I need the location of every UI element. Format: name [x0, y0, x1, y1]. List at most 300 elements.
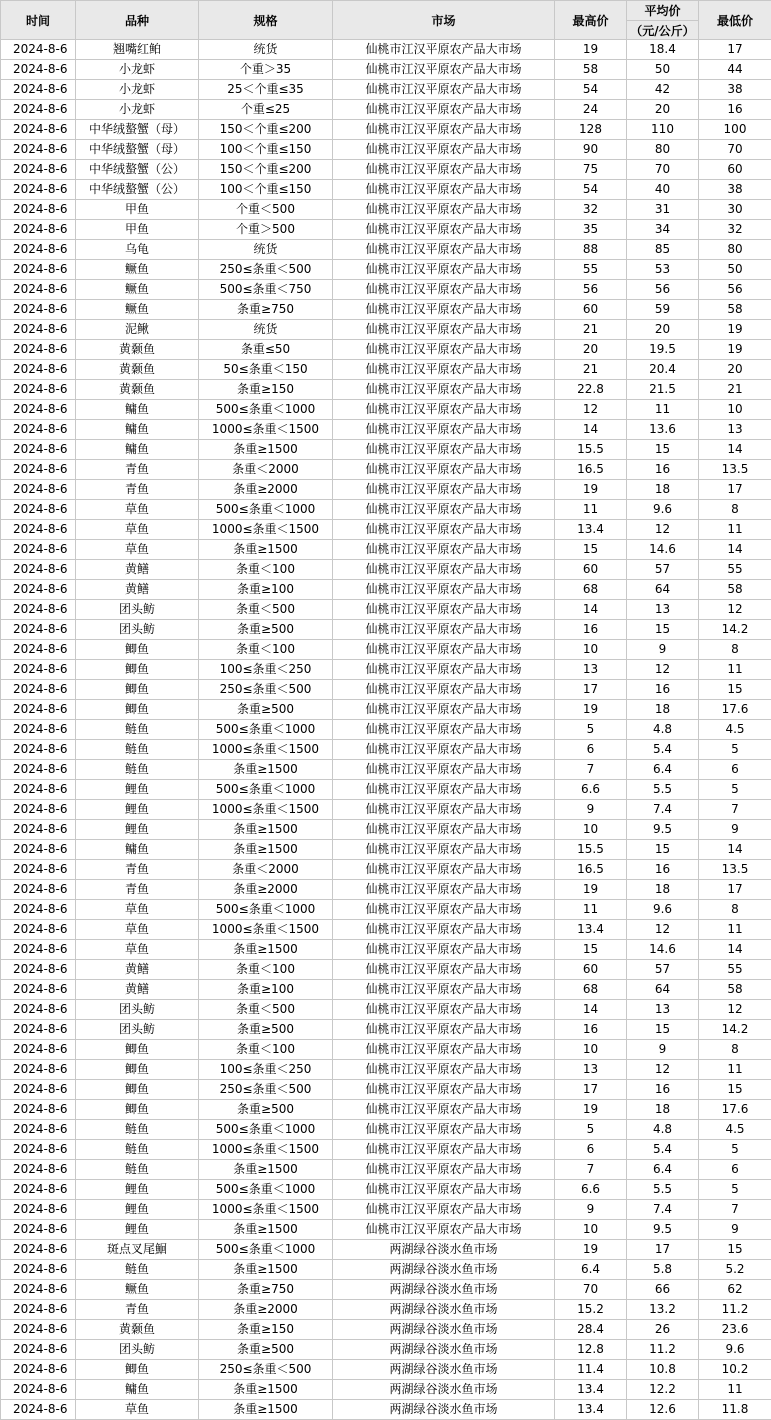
- avg-price-cell: 5.8: [627, 1260, 699, 1280]
- spec-cell: 500≤条重＜750: [199, 280, 333, 300]
- variety-cell: 黄颡鱼: [76, 340, 199, 360]
- date-cell: 2024-8-6: [1, 1120, 76, 1140]
- date-cell: 2024-8-6: [1, 680, 76, 700]
- avg-price-cell: 16: [627, 860, 699, 880]
- header-price-unit: （元/公斤）: [627, 21, 699, 40]
- table-row: [1, 240, 771, 260]
- high-price-cell: 6: [555, 1140, 627, 1160]
- date-cell: 2024-8-6: [1, 820, 76, 840]
- spec-cell: 条重≥500: [199, 1020, 333, 1040]
- market-cell: 两湖绿谷淡水鱼市场: [333, 1380, 555, 1400]
- low-price-cell: 11: [699, 1380, 771, 1400]
- market-cell: 仙桃市江汉平原农产品大市场: [333, 1160, 555, 1180]
- low-price-cell: 62: [699, 1280, 771, 1300]
- table-row: [1, 120, 771, 140]
- date-cell: 2024-8-6: [1, 700, 76, 720]
- table-row: [1, 1140, 771, 1160]
- high-price-cell: 17: [555, 1080, 627, 1100]
- high-price-cell: 55: [555, 260, 627, 280]
- market-cell: 仙桃市江汉平原农产品大市场: [333, 100, 555, 120]
- variety-cell: 鳙鱼: [76, 400, 199, 420]
- variety-cell: 青鱼: [76, 860, 199, 880]
- market-cell: 仙桃市江汉平原农产品大市场: [333, 800, 555, 820]
- avg-price-cell: 110: [627, 120, 699, 140]
- avg-price-cell: 13.6: [627, 420, 699, 440]
- avg-price-cell: 26: [627, 1320, 699, 1340]
- avg-price-cell: 18: [627, 1100, 699, 1120]
- date-cell: 2024-8-6: [1, 600, 76, 620]
- market-cell: 仙桃市江汉平原农产品大市场: [333, 1000, 555, 1020]
- high-price-cell: 7: [555, 1160, 627, 1180]
- date-cell: 2024-8-6: [1, 500, 76, 520]
- avg-price-cell: 5.5: [627, 1180, 699, 1200]
- table-row: [1, 1120, 771, 1140]
- spec-cell: 500≤条重＜1000: [199, 720, 333, 740]
- variety-cell: 泥鳅: [76, 320, 199, 340]
- low-price-cell: 8: [699, 640, 771, 660]
- low-price-cell: 60: [699, 160, 771, 180]
- spec-cell: 条重≥750: [199, 1280, 333, 1300]
- spec-cell: 100＜个重≤150: [199, 140, 333, 160]
- avg-price-cell: 12: [627, 520, 699, 540]
- avg-price-cell: 9: [627, 1040, 699, 1060]
- low-price-cell: 9: [699, 820, 771, 840]
- high-price-cell: 15.5: [555, 840, 627, 860]
- high-price-cell: 54: [555, 80, 627, 100]
- low-price-cell: 38: [699, 80, 771, 100]
- table-row: [1, 160, 771, 180]
- market-cell: 仙桃市江汉平原农产品大市场: [333, 860, 555, 880]
- spec-cell: 条重≥1500: [199, 1400, 333, 1420]
- high-price-cell: 68: [555, 580, 627, 600]
- avg-price-cell: 80: [627, 140, 699, 160]
- spec-cell: 统货: [199, 40, 333, 60]
- market-cell: 仙桃市江汉平原农产品大市场: [333, 760, 555, 780]
- table-row: [1, 700, 771, 720]
- high-price-cell: 21: [555, 320, 627, 340]
- avg-price-cell: 13.2: [627, 1300, 699, 1320]
- low-price-cell: 17: [699, 480, 771, 500]
- high-price-cell: 19: [555, 1240, 627, 1260]
- high-price-cell: 9: [555, 800, 627, 820]
- low-price-cell: 10: [699, 400, 771, 420]
- variety-cell: 鲫鱼: [76, 700, 199, 720]
- header-spec: 规格: [199, 1, 333, 40]
- low-price-cell: 14: [699, 540, 771, 560]
- spec-cell: 条重≥150: [199, 1320, 333, 1340]
- header-low-price: 最低价: [699, 1, 771, 40]
- date-cell: 2024-8-6: [1, 60, 76, 80]
- market-cell: 仙桃市江汉平原农产品大市场: [333, 40, 555, 60]
- date-cell: 2024-8-6: [1, 980, 76, 1000]
- avg-price-cell: 9: [627, 640, 699, 660]
- date-cell: 2024-8-6: [1, 1080, 76, 1100]
- date-cell: 2024-8-6: [1, 1260, 76, 1280]
- high-price-cell: 88: [555, 240, 627, 260]
- market-cell: 仙桃市江汉平原农产品大市场: [333, 260, 555, 280]
- low-price-cell: 19: [699, 320, 771, 340]
- date-cell: 2024-8-6: [1, 360, 76, 380]
- variety-cell: 翘嘴红鲌: [76, 40, 199, 60]
- spec-cell: 25＜个重≤35: [199, 80, 333, 100]
- table-body: [1, 40, 771, 1420]
- avg-price-cell: 14.6: [627, 540, 699, 560]
- low-price-cell: 56: [699, 280, 771, 300]
- date-cell: 2024-8-6: [1, 480, 76, 500]
- avg-price-cell: 12.2: [627, 1380, 699, 1400]
- avg-price-cell: 12: [627, 920, 699, 940]
- date-cell: 2024-8-6: [1, 1280, 76, 1300]
- avg-price-cell: 4.8: [627, 1120, 699, 1140]
- market-cell: 仙桃市江汉平原农产品大市场: [333, 400, 555, 420]
- high-price-cell: 7: [555, 760, 627, 780]
- table-row: [1, 1040, 771, 1060]
- date-cell: 2024-8-6: [1, 940, 76, 960]
- avg-price-cell: 16: [627, 1080, 699, 1100]
- low-price-cell: 14.2: [699, 1020, 771, 1040]
- avg-price-cell: 20.4: [627, 360, 699, 380]
- variety-cell: 团头鲂: [76, 1020, 199, 1040]
- spec-cell: 条重＜2000: [199, 460, 333, 480]
- market-cell: 仙桃市江汉平原农产品大市场: [333, 560, 555, 580]
- spec-cell: 500≤条重＜1000: [199, 1120, 333, 1140]
- variety-cell: 鳙鱼: [76, 420, 199, 440]
- low-price-cell: 4.5: [699, 720, 771, 740]
- table-row: [1, 500, 771, 520]
- avg-price-cell: 5.5: [627, 780, 699, 800]
- market-cell: 仙桃市江汉平原农产品大市场: [333, 60, 555, 80]
- high-price-cell: 75: [555, 160, 627, 180]
- low-price-cell: 19: [699, 340, 771, 360]
- table-row: [1, 960, 771, 980]
- low-price-cell: 17: [699, 40, 771, 60]
- low-price-cell: 55: [699, 560, 771, 580]
- date-cell: 2024-8-6: [1, 900, 76, 920]
- avg-price-cell: 40: [627, 180, 699, 200]
- table-row: [1, 1260, 771, 1280]
- high-price-cell: 15: [555, 540, 627, 560]
- low-price-cell: 6: [699, 760, 771, 780]
- high-price-cell: 19: [555, 700, 627, 720]
- low-price-cell: 44: [699, 60, 771, 80]
- table-row: [1, 580, 771, 600]
- low-price-cell: 9.6: [699, 1340, 771, 1360]
- avg-price-cell: 12: [627, 1060, 699, 1080]
- avg-price-cell: 64: [627, 980, 699, 1000]
- variety-cell: 鲫鱼: [76, 680, 199, 700]
- variety-cell: 黄鳝: [76, 980, 199, 1000]
- high-price-cell: 60: [555, 300, 627, 320]
- variety-cell: 鳜鱼: [76, 260, 199, 280]
- low-price-cell: 11: [699, 1060, 771, 1080]
- high-price-cell: 9: [555, 1200, 627, 1220]
- high-price-cell: 19: [555, 40, 627, 60]
- avg-price-cell: 12: [627, 660, 699, 680]
- date-cell: 2024-8-6: [1, 420, 76, 440]
- market-cell: 仙桃市江汉平原农产品大市场: [333, 600, 555, 620]
- table-row: [1, 880, 771, 900]
- high-price-cell: 11: [555, 900, 627, 920]
- high-price-cell: 14: [555, 600, 627, 620]
- market-cell: 两湖绿谷淡水鱼市场: [333, 1360, 555, 1380]
- variety-cell: 草鱼: [76, 1400, 199, 1420]
- date-cell: 2024-8-6: [1, 860, 76, 880]
- table-row: [1, 540, 771, 560]
- spec-cell: 500≤条重＜1000: [199, 400, 333, 420]
- avg-price-cell: 11: [627, 400, 699, 420]
- date-cell: 2024-8-6: [1, 180, 76, 200]
- variety-cell: 鲤鱼: [76, 820, 199, 840]
- date-cell: 2024-8-6: [1, 300, 76, 320]
- variety-cell: 鲫鱼: [76, 660, 199, 680]
- avg-price-cell: 12.6: [627, 1400, 699, 1420]
- table-row: [1, 440, 771, 460]
- date-cell: 2024-8-6: [1, 320, 76, 340]
- low-price-cell: 21: [699, 380, 771, 400]
- variety-cell: 鳜鱼: [76, 300, 199, 320]
- avg-price-cell: 9.6: [627, 900, 699, 920]
- variety-cell: 鳜鱼: [76, 1280, 199, 1300]
- table-row: [1, 1200, 771, 1220]
- variety-cell: 鲢鱼: [76, 1120, 199, 1140]
- spec-cell: 条重≥1500: [199, 940, 333, 960]
- avg-price-cell: 7.4: [627, 1200, 699, 1220]
- market-cell: 仙桃市江汉平原农产品大市场: [333, 1200, 555, 1220]
- date-cell: 2024-8-6: [1, 1180, 76, 1200]
- high-price-cell: 11: [555, 500, 627, 520]
- spec-cell: 条重≥500: [199, 1340, 333, 1360]
- market-cell: 仙桃市江汉平原农产品大市场: [333, 360, 555, 380]
- variety-cell: 鲤鱼: [76, 800, 199, 820]
- avg-price-cell: 13: [627, 600, 699, 620]
- avg-price-cell: 56: [627, 280, 699, 300]
- market-cell: 两湖绿谷淡水鱼市场: [333, 1260, 555, 1280]
- table-row: [1, 860, 771, 880]
- high-price-cell: 16: [555, 1020, 627, 1040]
- high-price-cell: 14: [555, 1000, 627, 1020]
- avg-price-cell: 18: [627, 700, 699, 720]
- table-row: [1, 720, 771, 740]
- table-row: [1, 520, 771, 540]
- spec-cell: 条重＜100: [199, 560, 333, 580]
- high-price-cell: 16: [555, 620, 627, 640]
- spec-cell: 150＜个重≤200: [199, 120, 333, 140]
- avg-price-cell: 85: [627, 240, 699, 260]
- date-cell: 2024-8-6: [1, 1340, 76, 1360]
- low-price-cell: 13: [699, 420, 771, 440]
- variety-cell: 鳙鱼: [76, 1380, 199, 1400]
- high-price-cell: 10: [555, 1040, 627, 1060]
- low-price-cell: 30: [699, 200, 771, 220]
- high-price-cell: 60: [555, 960, 627, 980]
- avg-price-cell: 6.4: [627, 760, 699, 780]
- table-row: [1, 400, 771, 420]
- date-cell: 2024-8-6: [1, 140, 76, 160]
- high-price-cell: 19: [555, 480, 627, 500]
- variety-cell: 鲫鱼: [76, 1060, 199, 1080]
- spec-cell: 1000≤条重＜1500: [199, 520, 333, 540]
- high-price-cell: 19: [555, 880, 627, 900]
- date-cell: 2024-8-6: [1, 400, 76, 420]
- market-cell: 仙桃市江汉平原农产品大市场: [333, 180, 555, 200]
- high-price-cell: 6.4: [555, 1260, 627, 1280]
- variety-cell: 黄鳝: [76, 960, 199, 980]
- date-cell: 2024-8-6: [1, 720, 76, 740]
- spec-cell: 条重≥1500: [199, 840, 333, 860]
- variety-cell: 青鱼: [76, 460, 199, 480]
- low-price-cell: 8: [699, 500, 771, 520]
- date-cell: 2024-8-6: [1, 120, 76, 140]
- table-row: [1, 780, 771, 800]
- date-cell: 2024-8-6: [1, 880, 76, 900]
- spec-cell: 条重＜500: [199, 1000, 333, 1020]
- high-price-cell: 128: [555, 120, 627, 140]
- table-row: [1, 1320, 771, 1340]
- variety-cell: 草鱼: [76, 500, 199, 520]
- spec-cell: 个重＞35: [199, 60, 333, 80]
- variety-cell: 鲤鱼: [76, 1220, 199, 1240]
- market-cell: 仙桃市江汉平原农产品大市场: [333, 120, 555, 140]
- date-cell: 2024-8-6: [1, 1380, 76, 1400]
- high-price-cell: 24: [555, 100, 627, 120]
- variety-cell: 中华绒螯蟹（母）: [76, 120, 199, 140]
- avg-price-cell: 57: [627, 960, 699, 980]
- spec-cell: 条重＜100: [199, 960, 333, 980]
- spec-cell: 条重≥1500: [199, 1220, 333, 1240]
- date-cell: 2024-8-6: [1, 440, 76, 460]
- high-price-cell: 21: [555, 360, 627, 380]
- table-row: [1, 460, 771, 480]
- date-cell: 2024-8-6: [1, 960, 76, 980]
- spec-cell: 50≤条重＜150: [199, 360, 333, 380]
- date-cell: 2024-8-6: [1, 840, 76, 860]
- high-price-cell: 14: [555, 420, 627, 440]
- spec-cell: 条重＜100: [199, 1040, 333, 1060]
- market-cell: 仙桃市江汉平原农产品大市场: [333, 680, 555, 700]
- avg-price-cell: 59: [627, 300, 699, 320]
- date-cell: 2024-8-6: [1, 580, 76, 600]
- low-price-cell: 17.6: [699, 1100, 771, 1120]
- spec-cell: 500≤条重＜1000: [199, 1240, 333, 1260]
- avg-price-cell: 14.6: [627, 940, 699, 960]
- low-price-cell: 80: [699, 240, 771, 260]
- avg-price-cell: 70: [627, 160, 699, 180]
- table-row: [1, 380, 771, 400]
- spec-cell: 条重≥1500: [199, 820, 333, 840]
- high-price-cell: 5: [555, 1120, 627, 1140]
- low-price-cell: 14.2: [699, 620, 771, 640]
- spec-cell: 250≤条重＜500: [199, 1360, 333, 1380]
- table-row: [1, 1400, 771, 1420]
- variety-cell: 草鱼: [76, 940, 199, 960]
- spec-cell: 统货: [199, 240, 333, 260]
- spec-cell: 1000≤条重＜1500: [199, 420, 333, 440]
- high-price-cell: 6.6: [555, 780, 627, 800]
- market-cell: 仙桃市江汉平原农产品大市场: [333, 1120, 555, 1140]
- table-row: [1, 1100, 771, 1120]
- table-row: [1, 560, 771, 580]
- low-price-cell: 9: [699, 1220, 771, 1240]
- high-price-cell: 56: [555, 280, 627, 300]
- high-price-cell: 19: [555, 1100, 627, 1120]
- low-price-cell: 20: [699, 360, 771, 380]
- spec-cell: 条重＜100: [199, 640, 333, 660]
- high-price-cell: 10: [555, 640, 627, 660]
- high-price-cell: 22.8: [555, 380, 627, 400]
- high-price-cell: 13.4: [555, 1380, 627, 1400]
- avg-price-cell: 57: [627, 560, 699, 580]
- table-row: [1, 600, 771, 620]
- high-price-cell: 60: [555, 560, 627, 580]
- date-cell: 2024-8-6: [1, 1060, 76, 1080]
- spec-cell: 条重≥500: [199, 620, 333, 640]
- table-row: [1, 980, 771, 1000]
- high-price-cell: 58: [555, 60, 627, 80]
- avg-price-cell: 19.5: [627, 340, 699, 360]
- low-price-cell: 11.2: [699, 1300, 771, 1320]
- high-price-cell: 12.8: [555, 1340, 627, 1360]
- market-cell: 仙桃市江汉平原农产品大市场: [333, 340, 555, 360]
- market-cell: 仙桃市江汉平原农产品大市场: [333, 580, 555, 600]
- date-cell: 2024-8-6: [1, 540, 76, 560]
- spec-cell: 条重≥500: [199, 700, 333, 720]
- variety-cell: 小龙虾: [76, 100, 199, 120]
- market-cell: 仙桃市江汉平原农产品大市场: [333, 920, 555, 940]
- avg-price-cell: 11.2: [627, 1340, 699, 1360]
- date-cell: 2024-8-6: [1, 280, 76, 300]
- market-cell: 仙桃市江汉平原农产品大市场: [333, 160, 555, 180]
- spec-cell: 条重≥100: [199, 580, 333, 600]
- avg-price-cell: 18: [627, 880, 699, 900]
- avg-price-cell: 13: [627, 1000, 699, 1020]
- low-price-cell: 23.6: [699, 1320, 771, 1340]
- variety-cell: 草鱼: [76, 540, 199, 560]
- low-price-cell: 4.5: [699, 1120, 771, 1140]
- low-price-cell: 6: [699, 1160, 771, 1180]
- variety-cell: 鳙鱼: [76, 840, 199, 860]
- table-row: [1, 480, 771, 500]
- variety-cell: 乌龟: [76, 240, 199, 260]
- low-price-cell: 11: [699, 660, 771, 680]
- table-row: [1, 840, 771, 860]
- variety-cell: 团头鲂: [76, 620, 199, 640]
- spec-cell: 500≤条重＜1000: [199, 900, 333, 920]
- date-cell: 2024-8-6: [1, 1360, 76, 1380]
- table-row: [1, 40, 771, 60]
- date-cell: 2024-8-6: [1, 340, 76, 360]
- date-cell: 2024-8-6: [1, 80, 76, 100]
- spec-cell: 统货: [199, 320, 333, 340]
- table-row: [1, 1300, 771, 1320]
- table-row: [1, 1020, 771, 1040]
- low-price-cell: 11: [699, 520, 771, 540]
- spec-cell: 1000≤条重＜1500: [199, 800, 333, 820]
- avg-price-cell: 34: [627, 220, 699, 240]
- high-price-cell: 28.4: [555, 1320, 627, 1340]
- variety-cell: 鲢鱼: [76, 1260, 199, 1280]
- low-price-cell: 15: [699, 680, 771, 700]
- high-price-cell: 15: [555, 940, 627, 960]
- table-row: [1, 200, 771, 220]
- date-cell: 2024-8-6: [1, 240, 76, 260]
- spec-cell: 条重＜2000: [199, 860, 333, 880]
- avg-price-cell: 18.4: [627, 40, 699, 60]
- market-cell: 仙桃市江汉平原农产品大市场: [333, 900, 555, 920]
- avg-price-cell: 15: [627, 620, 699, 640]
- variety-cell: 青鱼: [76, 480, 199, 500]
- date-cell: 2024-8-6: [1, 1400, 76, 1420]
- header-market: 市场: [333, 1, 555, 40]
